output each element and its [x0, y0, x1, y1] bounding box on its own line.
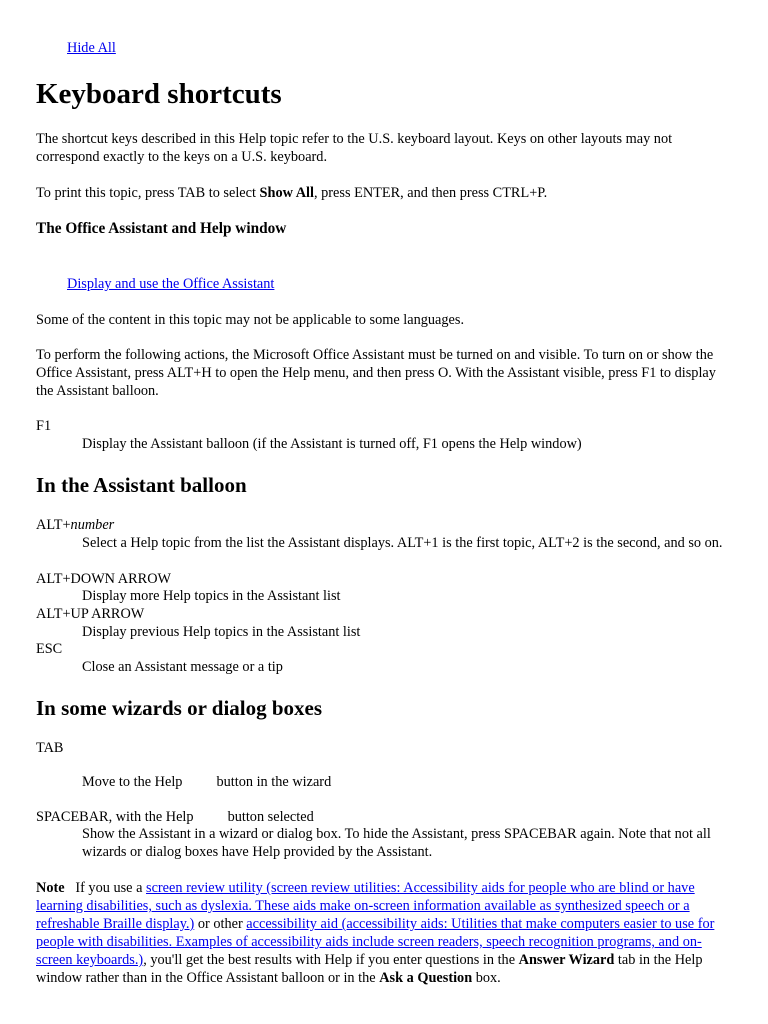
- shortcut-key-alt-up: ALT+UP ARROW: [36, 606, 145, 622]
- note-text-1: If you use a: [75, 880, 146, 896]
- tab-desc-pre: Move to the Help: [82, 774, 183, 790]
- tab-desc-post: button in the wizard: [216, 774, 332, 790]
- section-heading-wizards: In some wizards or dialog boxes: [36, 696, 323, 720]
- note-text-3: , you'll get the best results with Help if you enter questions in the: [143, 952, 519, 968]
- spacebar-key-pre: SPACEBAR, with the Help: [36, 809, 194, 825]
- languages-note: Some of the content in this topic may not be applicable to some languages.: [36, 312, 465, 328]
- shortcut-key-alt-down: ALT+DOWN ARROW: [36, 571, 172, 587]
- shortcut-key-esc: ESC: [36, 641, 63, 657]
- show-all-bold: Show All: [259, 185, 314, 201]
- assistant-instructions: To perform the following actions, the Microsoft Office Assistant must be turned on and visible. To turn on or show the Office Assistant, press ALT+H to open the Help menu, and then press O. With the Assistant visible, press F1 to display the Assistant balloon.: [36, 347, 716, 399]
- key-alt-prefix: ALT+: [36, 517, 71, 533]
- note-text-5: box.: [472, 970, 501, 986]
- hide-all-link[interactable]: Hide All: [67, 40, 116, 56]
- shortcut-desc-alt-up: Display previous Help topics in the Assistant list: [82, 624, 361, 640]
- print-text-post: , press ENTER, and then press CTRL+P.: [313, 185, 548, 201]
- shortcut-desc-alt-number: Select a Help topic from the list the Assistant displays. ALT+1 is the first topic, ALT+2 is the second, and so on.: [82, 535, 723, 551]
- note-text-2: or other: [194, 916, 247, 932]
- shortcut-desc-alt-down: Display more Help topics in the Assistant list: [82, 588, 341, 604]
- page-title: Keyboard shortcuts: [36, 78, 282, 110]
- shortcut-key-spacebar: [36, 808, 314, 826]
- shortcut-desc-f1: Display the Assistant balloon (if the Assistant is turned off, F1 opens the Help window): [82, 436, 582, 452]
- shortcut-key-f1: F1: [36, 418, 52, 434]
- note-paragraph: [36, 879, 726, 987]
- section-heading-office-assistant: The Office Assistant and Help window: [36, 220, 287, 237]
- print-text-pre: To print this topic, press TAB to select: [36, 185, 260, 201]
- display-assistant-link[interactable]: Display and use the Office Assistant: [67, 276, 275, 292]
- screen-review-utility-link[interactable]: screen review utility (screen review utilities: Accessibility aids for people who are blind or have learning disabilities, such as dyslexia. These aids make on-screen information available as synthesized speech or a refreshable Braille display.): [36, 880, 695, 932]
- accessibility-aid-link[interactable]: accessibility aid (accessibility aids: Utilities that make computers easier to use for people with disabilities. Examples of accessibility aids include screen readers, speech recognition programs, and on-screen keyboards.): [36, 916, 715, 968]
- spacebar-key-post: button selected: [227, 809, 314, 825]
- answer-wizard-bold: Answer Wizard: [518, 952, 615, 968]
- intro-paragraph: The shortcut keys described in this Help topic refer to the U.S. keyboard layout. Keys on other layouts may not correspond exactly to the keys on a U.S. keyboard.: [36, 131, 673, 165]
- section-heading-assistant-balloon: In the Assistant balloon: [36, 473, 247, 497]
- key-number-italic: number: [70, 517, 115, 533]
- shortcut-key-tab: TAB: [36, 740, 64, 756]
- shortcut-desc-esc: Close an Assistant message or a tip: [82, 659, 283, 675]
- shortcut-desc-tab: [82, 773, 726, 791]
- note-text-4: tab in the Help window rather than in the Office Assistant balloon or in the: [36, 952, 703, 986]
- shortcut-desc-spacebar: Show the Assistant in a wizard or dialog box. To hide the Assistant, press SPACEBAR again. Note that not all wizards or dialog boxes have Help provided by the Assistant.: [82, 826, 711, 860]
- note-label: Note: [36, 880, 65, 896]
- ask-a-question-bold: Ask a Question: [379, 970, 473, 986]
- shortcut-key-alt-number: [36, 516, 114, 534]
- print-instructions: [36, 184, 726, 202]
